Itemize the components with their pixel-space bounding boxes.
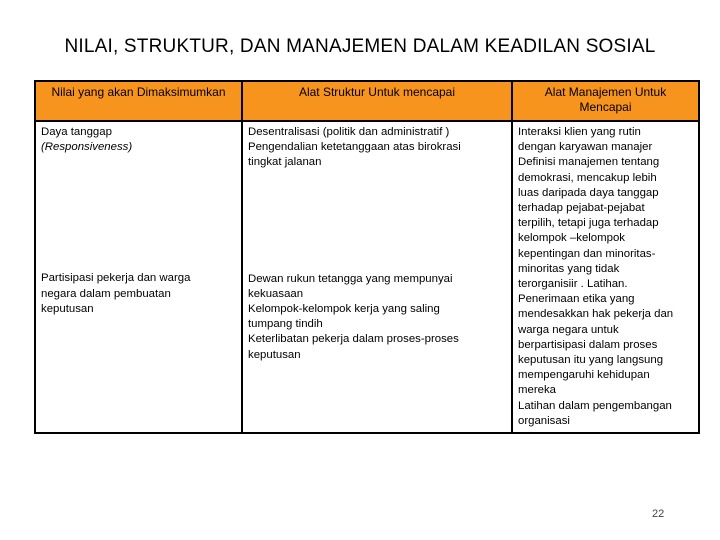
structure-item-worker-involvement: Keterlibatan pekerja dalam proses-proses	[248, 333, 459, 346]
management-line: minoritas yang tidak	[518, 262, 620, 275]
structure-item-neighborhood-control: Pengendalian ketetanggaan atas birokrasi	[248, 141, 461, 154]
management-line: Interaksi klien yang rutin	[518, 126, 641, 138]
management-line: Latihan dalam pengembangan	[518, 399, 672, 412]
structure-item-neighborhood-control-cont: tingkat jalanan	[248, 156, 322, 169]
value-responsiveness-english: (Responsiveness)	[41, 141, 133, 154]
management-line: kelompok –kelompok	[518, 232, 625, 245]
structure-item-workgroups: Kelompok-kelompok kerja yang saling	[248, 303, 440, 316]
management-tools-cell	[512, 121, 699, 433]
value-participation-line-1: Partisipasi pekerja dan warga	[41, 272, 191, 285]
management-line: Definisi manajemen tentang	[518, 156, 660, 169]
slide-title: NILAI, STRUKTUR, DAN MANAJEMEN DALAM KEADILAN SOSIAL	[64, 36, 656, 57]
value-participation-line-2: negara dalam pembuatan	[41, 287, 171, 300]
header-management-tools: Alat Manajemen Untuk Mencapai	[512, 81, 699, 121]
structure-item-council: Dewan rukun tetangga yang mempunyai	[248, 272, 453, 285]
management-line: dengan karyawan manajer	[518, 141, 653, 154]
management-line: luas daripada daya tanggap	[518, 186, 659, 199]
management-line: mereka	[518, 384, 556, 397]
structure-item-worker-involvement-cont: keputusan	[248, 348, 301, 361]
management-line: warga negara untuk	[518, 323, 619, 336]
structure-item-council-cont: kekuasaan	[248, 287, 304, 300]
table-row	[35, 121, 699, 433]
header-values: Nilai yang akan Dimaksimumkan	[35, 81, 242, 121]
management-line: mempengaruhi kehidupan	[518, 369, 650, 382]
header-structure-tools: Alat Struktur Untuk mencapai	[242, 81, 512, 121]
cell-spacer	[248, 171, 507, 272]
management-line: demokrasi, mencakup lebih	[518, 171, 657, 184]
structure-tools-cell	[242, 121, 512, 433]
page-number: 22	[652, 508, 665, 520]
structure-item-workgroups-cont: tumpang tindih	[248, 318, 323, 331]
management-line: berpartisipasi dalam proses	[518, 338, 658, 351]
management-line: terorganisiir . Latihan.	[518, 278, 628, 291]
management-line: mendesakkan hak pekerja dan	[518, 308, 674, 321]
structure-item-decentralization: Desentralisasi (politik dan administratif )	[248, 126, 450, 138]
table-header-row	[35, 81, 699, 121]
value-responsiveness-label: Daya tanggap	[41, 126, 112, 138]
management-line: kepentingan dan minoritas-	[518, 247, 656, 260]
management-line: Penerimaan etika yang	[518, 293, 635, 306]
management-line: keputusan itu yang langsung	[518, 354, 664, 367]
management-line: organisasi	[518, 414, 570, 427]
value-participation-line-3: keputusan	[41, 302, 94, 315]
management-line: terhadap pejabat-pejabat	[518, 202, 645, 215]
values-cell	[35, 121, 242, 433]
management-line: terpilih, tetapi juga terhadap	[518, 217, 659, 230]
values-structure-management-table	[34, 80, 700, 434]
cell-spacer	[41, 155, 237, 271]
